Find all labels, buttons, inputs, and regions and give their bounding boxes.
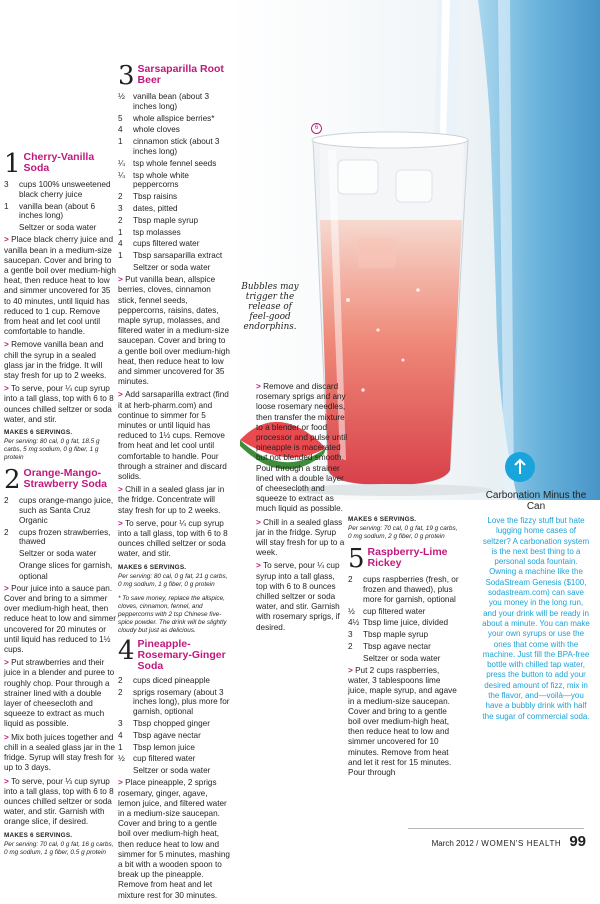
column-2 <box>118 61 230 904</box>
step: > Put vanilla bean, allspice berries, cloves, cinnamon stick, fennel seeds, peppercorns, raisins, dates, maple syrup, molasses, and filtered water in a medium-size saucepan. Cover and bring to a gentle boil over medium-high heat, then reduce heat to low and simmer uncovered for 35 minutes. <box>118 275 230 387</box>
recipe-title: Pineapple-Rosemary-Ginger Soda <box>137 637 226 672</box>
ingredient: 1 Tbsp lemon juice <box>118 742 195 752</box>
recipe-number: 2 <box>4 465 21 496</box>
recipe-number: 3 <box>118 61 135 91</box>
recipe-title: Orange-Mango-Strawberry Soda <box>23 467 107 491</box>
ingredient: ¼ tsp whole fennel seeds <box>118 158 217 168</box>
step: > To serve, pour ¼ cup syrup into a tall glass, top with 6 to 8 ounces chilled seltzer or soda water, and stir. <box>118 518 228 559</box>
ingredient: 4 Tbsp agave nectar <box>118 730 201 740</box>
step: > Put 2 cups raspberries, water, 3 tablespoons lime juice, maple syrup, and agave in a medium-size saucepan. Cover and bring to a gentle boil over medium-high heat, then reduce heat to low and simmer uncovered for 10 minutes. Remove from heat and let it rest for 15 minutes. Pour through <box>348 665 457 778</box>
nutrition: Per serving: 70 cal, 0 g fat, 16 g carbs, 0 mg sodium, 1 g fiber, 0.5 g protein <box>4 840 114 856</box>
step: > To serve, pour ¼ cup syrup into a tall glass, top with 6 to 8 ounces chilled seltzer or soda water, and stir. Garnish with rosemary sprigs, if desired. <box>256 561 340 632</box>
sidebar-box <box>482 490 590 722</box>
step: > Place black cherry juice and vanilla bean in a medium-size saucepan. Cover and bring to a gentle boil over medium-high heat, then reduce heat to low and simmer uncovered for 35 to 40 minutes, until liquid has reduced to 1 cup. Remove from heat and let cool until comfortable to handle. <box>4 235 116 337</box>
recipe-title: Sarsaparilla Root Beer <box>137 63 224 86</box>
step: > To serve, pour ⅓ cup syrup into a tall glass, top with 6 to 8 ounces chilled seltzer or soda water, and stir. Garnish with orange slice, if desired. <box>4 776 114 827</box>
recipe-heading <box>118 635 230 672</box>
ingredient: ¼ tsp whole white peppercorns <box>118 170 189 190</box>
recipe-number: 1 <box>4 149 21 179</box>
nutrition: Per serving: 80 cal, 0 g fat, 18.5 g carbs, 5 mg sodium, 0 g fiber, 1 g protein <box>4 438 100 462</box>
column-1 <box>4 149 116 863</box>
ingredient: 3 Tbsp maple syrup <box>348 630 429 640</box>
ingredient: Seltzer or soda water <box>19 223 97 233</box>
ingredient: ½ cup filtered water <box>348 606 426 616</box>
issue-date: March 2012 <box>431 839 474 848</box>
nutrition: Per serving: 70 cal, 0 g fat, 19 g carbs, 0 mg sodium, 2 g fiber, 0 g protein <box>348 525 458 541</box>
ingredient: 1 tsp molasses <box>118 227 181 237</box>
ingredient: Orange slices for garnish, optional <box>19 561 113 581</box>
ingredient: Seltzer or soda water <box>363 653 441 663</box>
recipe-number: 5 <box>348 544 365 575</box>
ingredient: 2 Tbsp agave nectar <box>348 641 431 651</box>
step: > Pour juice into a sauce pan. Cover and bring to a simmer over medium-high heat, then reduce heat to low and simmer uncovered for 20 minutes or until liquid has reduced to 1½ cups. <box>4 583 116 655</box>
ingredient: 3 cups 100% unsweetened black cherry juice <box>4 180 111 199</box>
recipe-heading <box>4 465 116 496</box>
ingredient: Seltzer or soda water <box>133 766 211 776</box>
servings: MAKES 6 SERVINGS. <box>4 429 73 437</box>
photo-caption: Bubbles may trigger the release of feel-good endorphins. <box>241 282 299 332</box>
ingredient: 2 cups frozen strawberries, thawed <box>4 527 111 547</box>
nutrition: Per serving: 80 cal, 0 g fat, 21 g carbs, 0 mg sodium, 1 g fiber, 0 g protein <box>118 572 228 588</box>
recipe-title: Raspberry-Lime Rickey <box>367 546 448 570</box>
servings: MAKES 6 SERVINGS. <box>348 516 417 523</box>
servings: MAKES 6 SERVINGS. <box>118 563 187 571</box>
recipe-heading <box>348 544 460 575</box>
step: > Remove vanilla bean and chill the syrup in a sealed glass jar in the fridge. It will stay fresh for up to 2 weeks. <box>4 340 107 381</box>
magazine-name: WOMEN'S HEALTH <box>481 839 562 848</box>
step: > Chill in a sealed glass jar in the fridge. Concentrate will stay fresh for up to 2 weeks. <box>118 485 225 515</box>
ingredient: 2 Tbsp raisins <box>118 192 178 202</box>
ingredient: 1 cinnamon stick (about 3 inches long) <box>118 137 220 156</box>
page-number: 99 <box>569 833 586 850</box>
step: > Add sarsaparilla extract (find it at herb-pharm.com) and continue to simmer for 5 minutes or until liquid has reduced to 1½ cups. Remove from heat and let cool until comfortable to handle. Pour through a strainer and discard solids. <box>118 390 229 482</box>
ingredient: 4 cups filtered water <box>118 239 200 249</box>
recipe-heading <box>4 149 116 179</box>
recipe-heading <box>118 61 230 91</box>
footer-divider <box>408 828 584 829</box>
ingredient: 4½ Tbsp lime juice, divided <box>348 618 449 628</box>
footnote: * To save money, replace the allspice, cloves, cinnamon, fennel, and peppercorns with 2 tsp Chinese five-spice powder. The drink will be slightly cloudy but just as delicious. <box>118 594 227 634</box>
ingredient: 2 cups orange-mango juice, such as Santa Cruz Organic <box>4 496 114 525</box>
ingredient: ½ cup filtered water <box>118 754 196 764</box>
column-3 <box>256 380 348 636</box>
column-4 <box>348 512 460 781</box>
ingredient: 3 Tbsp chopped ginger <box>118 719 210 729</box>
ingredient: 2 Tbsp maple syrup <box>118 215 199 225</box>
sidebar-title: Carbonation Minus the Can <box>485 490 587 512</box>
ingredient: 5 whole allspice berries* <box>118 113 215 123</box>
ingredient: 2 cups diced pineapple <box>118 675 210 685</box>
ingredient: 4 whole cloves <box>118 125 180 135</box>
step: > Remove and discard rosemary sprigs and any loose rosemary needles, then transfer the mixture to a blender or food processor and pulse until pineapple is macerated but not blended smooth. Pour through a strainer lined with a double layer of cheesecloth and squeeze to extract as much liquid as possible. <box>256 382 348 514</box>
photo-marker: 6 <box>311 123 322 134</box>
ingredient: Seltzer or soda water <box>133 262 211 272</box>
step: > Chill in a sealed glass jar in the fridge. Syrup will stay fresh for up to a week. <box>256 517 345 558</box>
step: > Put strawberries and their juice in a blender and puree to roughly chop. Pour through a strainer lined with a double layer of cheesecloth and squeeze to extract as much liquid as possible. <box>4 658 115 729</box>
ingredient: ½ vanilla bean (about 3 inches long) <box>118 92 210 111</box>
page-footer: March 2012 / WOMEN'S HEALTH 99 <box>431 833 586 850</box>
servings: MAKES 6 SERVINGS. <box>4 831 73 839</box>
step: > Place pineapple, 2 sprigs rosemary, ginger, agave, lemon juice, and filtered water in a medium-size saucepan. Cover and bring to a gentle boil over medium-high heat, then reduce heat to low and simmer for 5 minutes, mashing a bit with a wooden spoon to break up the pineapple. Remove from heat and let mixture rest for 30 minutes. <box>118 778 230 900</box>
sidebar-body: Love the fizzy stuff but hate lugging home cases of seltzer? A carbonation system is the next best thing to a personal soda fountain. Owning a machine like the SodaStream Genesis ($100, sodastream.com) can save you money in the long run, and your drink will be ready in about a minute. You can make your own syrups or use the ones that come with the machine. Just fill the BPA-free bottle with chilled tap water, press the button to add your desired amount of fizz, mix in the flavor, and—voilà—you have a bubbly drink with half the sugar of commercial soda. <box>482 516 590 721</box>
arrow-up-icon <box>505 452 535 482</box>
recipe-title: Cherry-Vanilla Soda <box>23 151 95 174</box>
recipe-number: 4 <box>118 635 135 666</box>
ingredient: 1 Tbsp sarsaparilla extract <box>118 251 223 261</box>
ingredient: 3 dates, pitted <box>118 203 178 213</box>
step: > To serve, pour ¼ cup syrup into a tall glass, top with 6 to 8 ounces chilled seltzer or soda water, and stir. <box>4 384 114 424</box>
step: > Mix both juices together and chill in a sealed glass jar in the fridge. Syrup will stay fresh for up to 3 days. <box>4 732 116 773</box>
ingredient: 2 cups raspberries (fresh, or frozen and thawed), plus more for garnish, optional <box>348 575 459 604</box>
ingredient: 1 vanilla bean (about 6 inches long) <box>4 201 96 221</box>
ingredient: 2 sprigs rosemary (about 3 inches long), plus more for garnish, optional <box>118 687 230 717</box>
ingredient: Seltzer or soda water <box>19 549 97 559</box>
